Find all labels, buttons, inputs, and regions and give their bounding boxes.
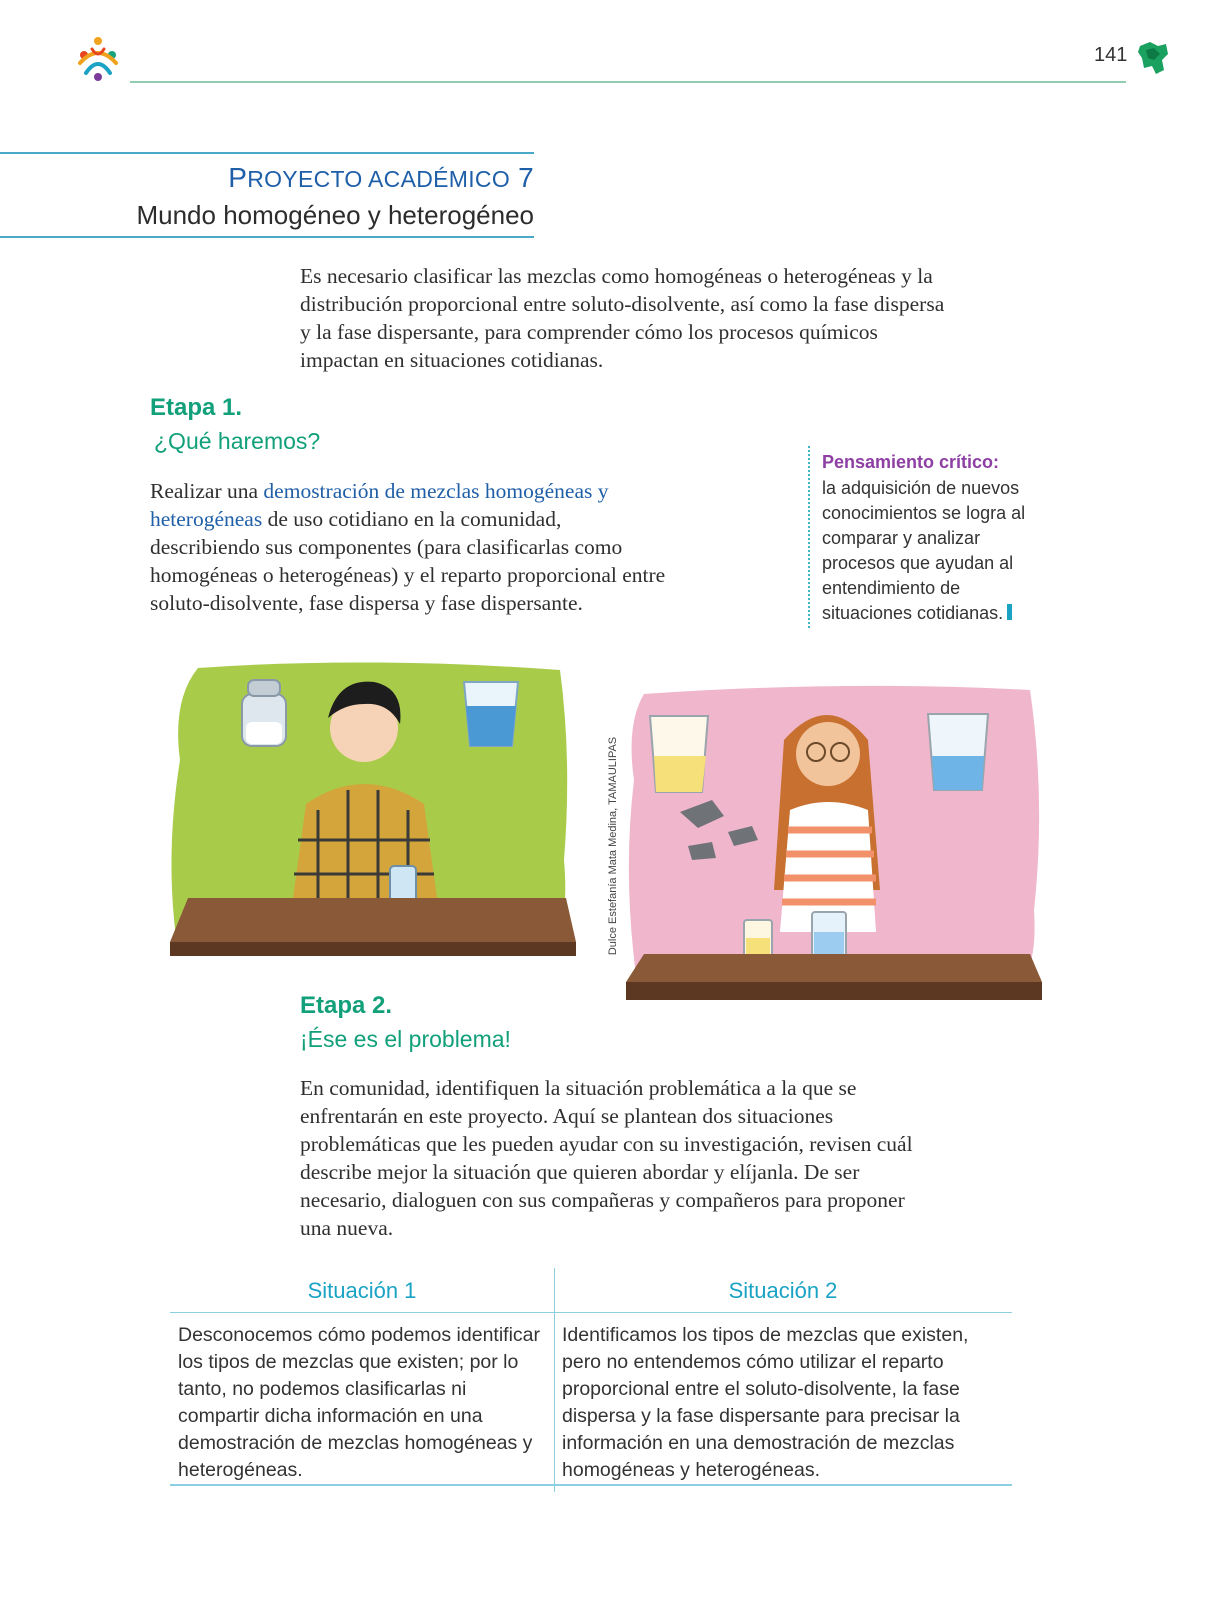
header-rule [130, 81, 1126, 83]
community-logo-icon [72, 33, 124, 85]
stage1-title: ¿Qué haremos? [154, 428, 321, 454]
project-title: PROYECTO ACADÉMICO 7 [228, 162, 534, 193]
end-mark-icon [1007, 604, 1012, 620]
sidebar-dotted-rule [808, 446, 810, 628]
illustration-credit: Dulce Estefanía Mata Medina, TAMAULIPAS [607, 736, 619, 956]
stage2-paragraph: En comunidad, identifiquen la situación problemática a la que se enfrentarán en este proyecto. Aquí se plantean dos situaciones problemáticas que les pueden ayudar con su investigación, revisen cuál describe mejor la situación que quieren abordar y elíjanla. De ser necesario, dialoguen con sus compañeras y compañeros para proponer una nueva. [300, 1076, 913, 1240]
situations-table [170, 1268, 1012, 1492]
stage2-title: ¡Ése es el problema! [300, 1026, 511, 1052]
page-number: 141 [1094, 44, 1128, 66]
stage1-heading: Etapa 1. [150, 394, 243, 421]
table-header-rule [170, 1312, 1012, 1313]
table-column-divider [554, 1268, 555, 1492]
situation2-heading: Situación 2 [728, 1278, 838, 1303]
title-rule-top [0, 152, 534, 154]
sidebar-note: la adquisición de nuevos conocimientos se logra al comparar y analizar procesos que ayudan al entendimiento de situaciones cotidianas. [822, 478, 1026, 623]
stage1-paragraph: Realizar una demostración de mezclas homogéneas y heterogéneas de uso cotidiano en la comunidad, describiendo sus componentes (para clasificarlas como homogéneas o heterogéneas) y el reparto proporcional entre soluto-disolvente, fase dispersa y fase dispersante. [150, 479, 666, 615]
situation2-text: Identificamos los tipos de mezclas que existen, pero no entendemos cómo utilizar el reparto proporcional entre el soluto-disolvente, la fase dispersa y la fase dispersante para precisar la información en una demostración de mezclas homogéneas y heterogéneas. [562, 1324, 969, 1481]
project-subtitle: Mundo homogéneo y heterogéneo [136, 200, 534, 230]
stage1-highlight: demostración de mezclas homogéneas y heterogéneas [150, 479, 609, 531]
intro-paragraph: Es necesario clasificar las mezclas como homogéneas o heterogéneas y la distribución proporcional entre soluto-disolvente, así como la fase dispersa y la fase dispersante, para comprender cómo los procesos químicos impactan en situaciones cotidianas. [300, 264, 945, 372]
table-bottom-rule [170, 1484, 1012, 1486]
sidebar-title: Pensamiento crítico: [822, 452, 1000, 472]
situation1-heading: Situación 1 [307, 1278, 417, 1303]
map-region-icon [1136, 40, 1170, 76]
title-rule-bottom [0, 236, 534, 238]
stage2-heading: Etapa 2. [300, 992, 393, 1019]
situation1-text: Desconocemos cómo podemos identificar los tipos de mezclas que existen; por lo tanto, no podemos clasificarlas ni compartir dicha información en una demostración de mezclas homogéneas y heterogéneas. [178, 1324, 541, 1481]
